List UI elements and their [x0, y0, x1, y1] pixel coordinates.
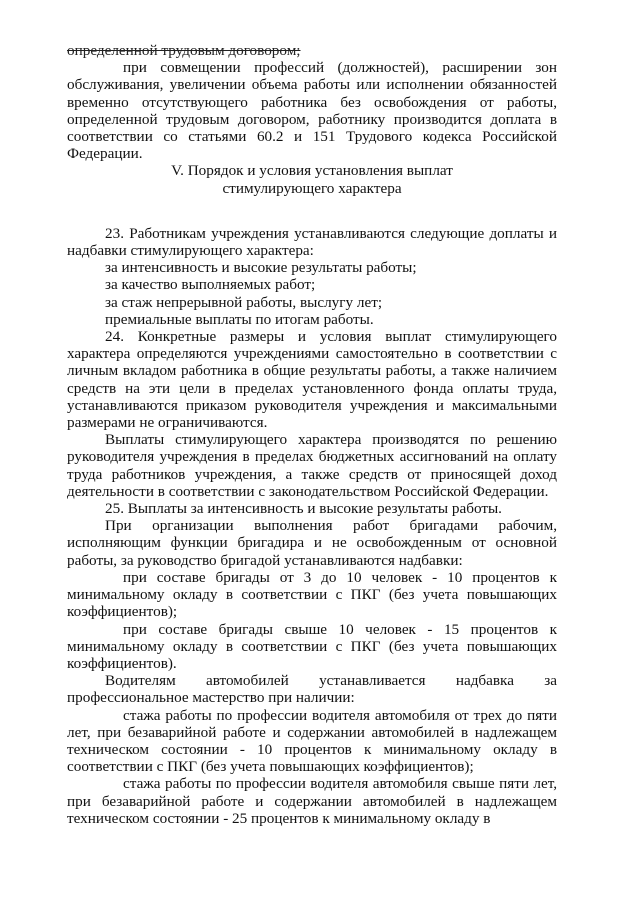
section-title-line2: стимулирующего характера	[222, 179, 402, 197]
paragraph-24b: Выплаты стимулирующего характера производятся по решению руководителя учреждения в пределах бюджетных ассигнований на оплату труда работников учреждения, а также средств от приносящей доход деятельности в соответствии с законодательством Российской Федерации.	[67, 431, 557, 500]
list-item: премиальные выплаты по итогам работы.	[105, 310, 374, 328]
section-gap	[67, 197, 557, 225]
top-line: определенной трудовым договором;	[67, 42, 301, 59]
paragraph-25d: Водителям автомобилей устанавливается надбавка за профессиональное мастерство при наличии:	[67, 672, 557, 707]
paragraph-25a: При организации выполнения работ бригадами рабочим, исполняющим функции бригадира и не освобожденным от основной работы, за руководство бригадой устанавливаются надбавки:	[67, 517, 557, 569]
list-item: за стаж непрерывной работы, выслугу лет;	[105, 293, 383, 311]
list-item: за качество выполняемых работ;	[105, 276, 316, 294]
list-item: за интенсивность и высокие результаты работы;	[105, 259, 417, 277]
paragraph-24: 24. Конкретные размеры и условия выплат стимулирующего характера определяются учреждениями самостоятельно в соответствии с личным вкладом работника в общие результаты работы, а также наличием средств на эти цели в пределах установленного фонда оплаты труда, устанавливаются приказом руководителя учреждения и максимальными размерами не ограничиваются.	[67, 328, 557, 432]
paragraph-25e: стажа работы по профессии водителя автомобиля от трех до пяти лет, при безаварийной работе и содержании автомобилей в надлежащем техническом состоянии - 10 процентов к минимальному окладу в соответствии с ПКГ (без учета повышающих коэффициентов);	[67, 706, 557, 776]
document-body	[67, 42, 557, 827]
section-title-line1: V. Порядок и условия установления выплат	[171, 162, 453, 180]
paragraph-25c: при составе бригады свыше 10 человек - 15 процентов к минимальному окладу в соответствии с ПКГ (без учета повышающих коэффициентов).	[67, 620, 557, 672]
paragraph-25: 25. Выплаты за интенсивность и высокие результаты работы.	[105, 500, 502, 518]
paragraph-25f: стажа работы по профессии водителя автомобиля свыше пяти лет, при безаварийной работе и содержании автомобилей в надлежащем техническом состоянии - 25 процентов к минимальному окладу в	[67, 775, 557, 827]
paragraph-23: 23. Работникам учреждения устанавливаются следующие доплаты и надбавки стимулирующего характера:	[67, 224, 557, 260]
paragraph-combine: при совмещении профессий (должностей), расширении зон обслуживания, увеличении объема работы или исполнении обязанностей временно отсутствующего работника без освобождения от работы, определенной трудовым договором, работнику производится доплата в соответствии со статьями 60.2 и 151 Трудового кодекса Российской Федерации.	[67, 59, 557, 163]
paragraph-25b: при составе бригады от 3 до 10 человек - 10 процентов к минимальному окладу в соответствии с ПКГ (без учета повышающих коэффициентов);	[67, 568, 557, 621]
